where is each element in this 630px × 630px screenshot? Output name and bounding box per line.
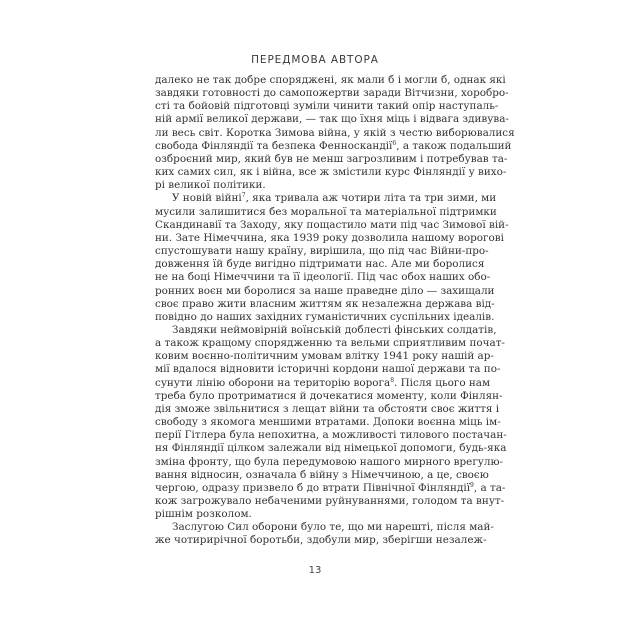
text-line: ковим воєнно-політичним умовам влітку 1941 року нашій ар- <box>155 350 494 363</box>
footnote-marker[interactable]: 7 <box>241 192 246 200</box>
paragraph <box>155 192 509 324</box>
text-line: чергою, одразу призвело б до втрати Північної Фінляндії$^9$, а та- <box>155 481 506 494</box>
text-line: ни. Зате Німеччина, яка 1939 року дозволила нашому ворогові <box>155 231 504 244</box>
text-line: ких самих сил, як і війна, все ж змістили курс Фінляндії у вихо- <box>155 166 507 179</box>
paragraph <box>155 521 494 547</box>
text-line: повідно до наших західних гуманістичних суспільних ідеалів. <box>155 310 495 323</box>
text-line: свободу з якомога меншими втратами. Допоки воєнна міць ім- <box>155 416 501 429</box>
text-line: а також кращому спорядженню та вельми сприятливим почат- <box>155 337 505 350</box>
running-head: ПЕРЕДМОВА АВТОРА <box>251 54 379 66</box>
text-line: спустошувати нашу країну, вирішила, що під час Війни-про- <box>155 245 489 258</box>
text-line: У новій війні$^7$, яка тривала аж чотири літа та три зими, ми <box>172 192 497 205</box>
text-line: далеко не так добре споряджені, як мали б і могли б, однак які <box>155 74 506 86</box>
text-line: ронних воєн ми боролися за наше праведне діло — захищали <box>155 284 495 297</box>
paragraph <box>155 323 507 521</box>
text-line: сунути лінію оборони на територію ворога$^8$. Після цього нам <box>155 376 491 389</box>
text-line: перії Гітлера була непохитна, а можливості тилового постачан- <box>155 429 507 442</box>
body-text <box>155 74 515 548</box>
text-line: Заслугою Сил оборони було те, що ми нарешті, після май- <box>172 521 494 534</box>
text-line: довження їй буде вигідно підтримати нас. Але ми боролися <box>155 258 485 271</box>
text-line: рішнім розколом. <box>155 508 252 521</box>
text-line: свобода Фінляндії та безпека Фенноскандії$^6$, а також подальший <box>155 139 512 152</box>
text-line: рі великої політики. <box>155 179 266 192</box>
text-line: сті та бойовій підготовці зуміли чинити такий опір наступаль- <box>155 100 499 113</box>
text-line: дія зможе звільнитися з лещат війни та обстояти своє життя і <box>155 402 500 415</box>
text-line: зміна фронту, що була передумовою нашого мирного врегулю- <box>155 455 504 468</box>
text-line: мії вдалося відновити історичні кордони нашої держави та по- <box>155 363 501 376</box>
page-number: 13 <box>308 565 322 576</box>
text-line: ній армії великої держави, — так що їхня міць і відвага здивува- <box>155 113 509 126</box>
text-line: Завдяки неймовірній воїнській доблесті фінських солдатів, <box>172 323 497 336</box>
text-line: озброєний мир, який був не менш загрозливим і потребував та- <box>155 152 508 165</box>
footnote-marker[interactable]: 8 <box>390 376 395 384</box>
paragraph <box>155 74 515 192</box>
text-line: вання відносин, означала б війну з Німеччиною, а це, своєю <box>155 468 489 481</box>
text-line: своє право жити власним життям як незалежна держава від- <box>155 297 495 310</box>
text-line: ли весь світ. Коротка Зимова війна, у якій з честю виборювалися <box>155 126 515 139</box>
text-line: мусили залишитися без моральної та матеріальної підтримки <box>155 205 497 218</box>
text-line: не на боці Німеччини та її ідеології. Під час обох наших обо- <box>155 271 491 284</box>
footnote-marker[interactable]: 9 <box>470 481 474 489</box>
text-line: кож загрожувало небаченими руйнуваннями, голодом та внут- <box>155 495 505 507</box>
text-line: Скандинавії та Заходу, яку пощастило мати під час Зимової вій- <box>155 218 509 231</box>
text-line: ня Фінляндії цілком залежали від німецької допомоги, будь-яка <box>155 442 507 455</box>
text-line: же чотирирічної боротьби, здобули мир, зберігши незалеж- <box>155 534 487 547</box>
text-line: треба було протриматися й дочекатися моменту, коли Фінлян- <box>155 389 503 402</box>
text-line: завдяки готовності до самопожертви заради Вітчизни, хоробро- <box>155 87 509 100</box>
footnote-marker[interactable]: 6 <box>392 139 397 147</box>
